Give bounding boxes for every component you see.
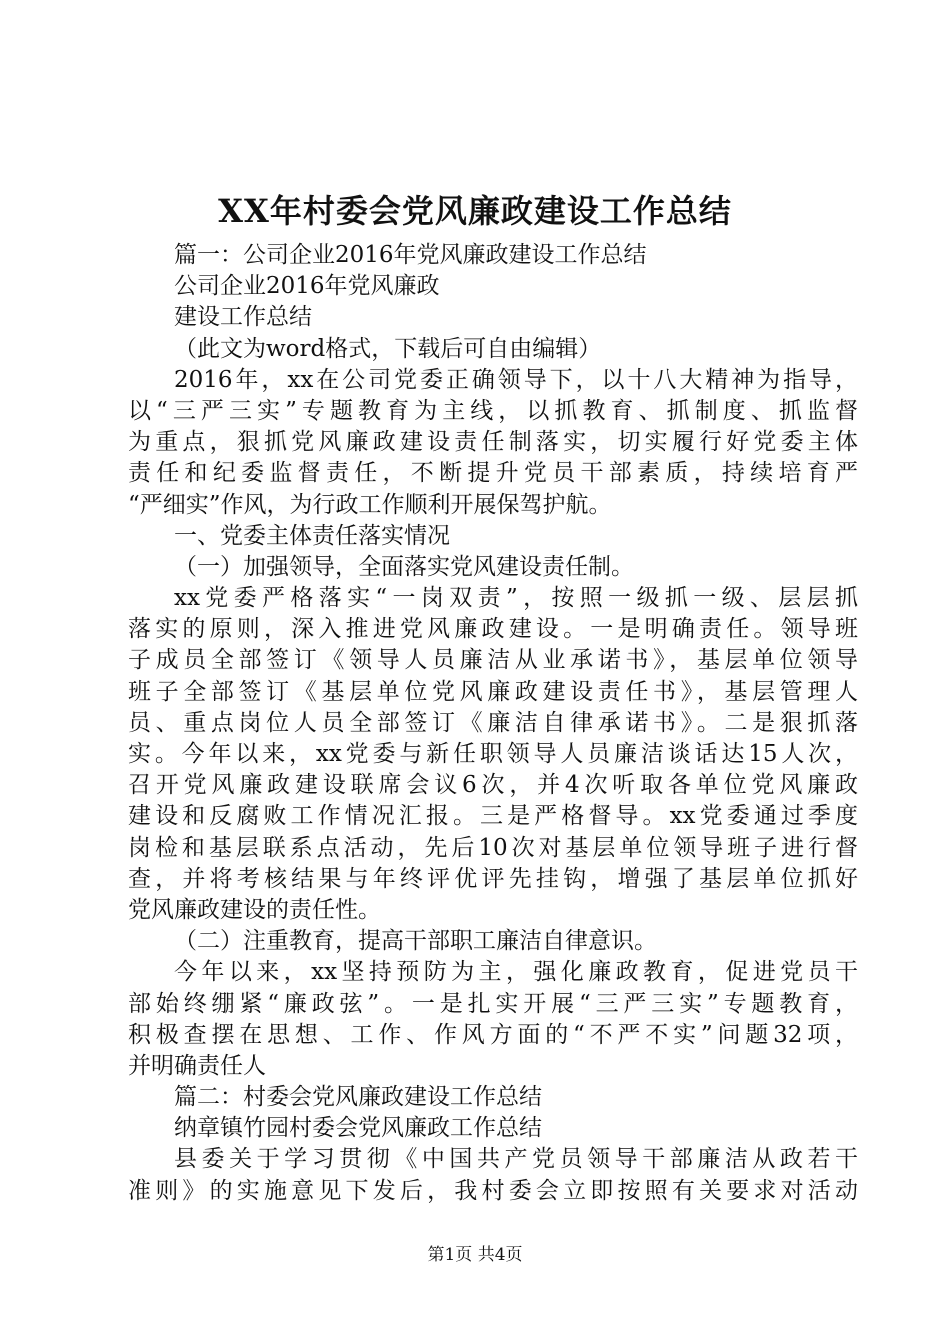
paragraph-line: （此文为word格式，下载后可自由编辑） [174, 335, 602, 362]
paragraph-line: 班子全部签订《基层单位党风廉政建设责任书》，基层管理人 [128, 678, 858, 705]
paragraph-line: 并明确责任人 [128, 1052, 266, 1079]
paragraph-line: 岗检和基层联系点活动，先后10次对基层单位领导班子进行督 [128, 834, 858, 861]
paragraph-line: 以“三严三实”专题教育为主线，以抓教育、抓制度、抓监督 [128, 397, 858, 424]
paragraph-line: 今年以来，xx坚持预防为主，强化廉政教育，促进党员干 [174, 959, 858, 986]
paragraph-line: 篇一：公司企业2016年党风廉政建设工作总结 [174, 242, 647, 268]
paragraph-line: 积极查摆在思想、工作、作风方面的“不严不实”问题32项， [128, 1021, 858, 1048]
paragraph-line: 查，并将考核结果与年终评优评先挂钩，增强了基层单位抓好 [128, 865, 858, 892]
paragraph-line: xx党委严格落实“一岗双责”，按照一级抓一级、层层抓 [174, 585, 858, 612]
paragraph-line: 建设和反腐败工作情况汇报。三是严格督导。xx党委通过季度 [128, 803, 858, 830]
document-body [128, 240, 858, 1207]
paragraph-line: “严细实”作风，为行政工作顺利开展保驾护航。 [128, 491, 612, 518]
page-footer: 第1页 共4页 [427, 1245, 523, 1265]
paragraph-line: 篇二：村委会党风廉政建设工作总结 [174, 1084, 542, 1111]
paragraph-line: 准则》的实施意见下发后，我村委会立即按照有关要求对活动 [128, 1177, 858, 1204]
paragraph-line: 员、重点岗位人员全部签订《廉洁自律承诺书》。二是狠抓落 [128, 709, 858, 736]
paragraph-line: 2016年，xx在公司党委正确领导下，以十八大精神为指导， [174, 366, 858, 393]
paragraph-line: 落实的原则，深入推进党风廉政建设。一是明确责任。领导班 [128, 616, 858, 643]
paragraph-line: 责任和纪委监督责任，不断提升党员干部素质，持续培育严 [128, 460, 858, 487]
paragraph-line: 公司企业2016年党风廉政 [174, 273, 440, 300]
paragraph-line: 召开党风廉政建设联席会议6次，并4次听取各单位党风廉政 [128, 772, 858, 799]
paragraph-line: 建设工作总结 [174, 304, 312, 331]
paragraph-line: 实。今年以来，xx党委与新任职领导人员廉洁谈话达15人次， [128, 741, 858, 767]
paragraph-line: 党风廉政建设的责任性。 [128, 896, 381, 923]
paragraph-line: 县委关于学习贯彻《中国共产党员领导干部廉洁从政若干 [174, 1146, 858, 1173]
paragraph-line: 子成员全部签订《领导人员廉洁从业承诺书》，基层单位领导 [128, 647, 858, 674]
paragraph-line: 为重点，狠抓党风廉政建设责任制落实，切实履行好党委主体 [128, 429, 858, 456]
paragraph-line: （一）加强领导，全面落实党风建设责任制。 [174, 553, 634, 580]
paragraph-line: 一、党委主体责任落实情况 [174, 522, 450, 549]
document-title: XX年村委会党风廉政建设工作总结 [218, 192, 732, 230]
paragraph-line: 部始终绷紧“廉政弦”。一是扎实开展“三严三实”专题教育， [128, 990, 858, 1017]
paragraph-line: （二）注重教育，提高干部职工廉洁自律意识。 [174, 928, 657, 955]
paragraph-line: 纳章镇竹园村委会党风廉政工作总结 [174, 1115, 542, 1142]
